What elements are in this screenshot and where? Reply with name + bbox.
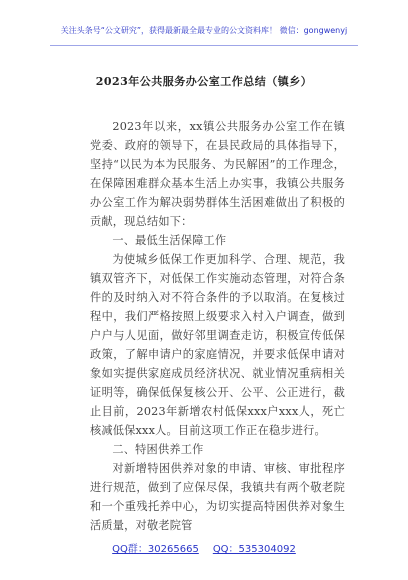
contact-footer [0,540,408,555]
section-heading-2: 二、特困供养工作 [112,443,204,456]
promo-header: 关注头条号“公文研究”，获得最新最全最专业的公文资料库！ 微信：gongwenyj [60,26,348,35]
paragraph-section-1: 为使城乡低保工作更加科学、合理、规范，我镇双管齐下，对低保工作实施动态管理，对符合条件的及时纳入对不符合条件的予以取消。在复核过程中，我们严格按照上级要求入村入户调查，做到户户与人见面，做好邻里调查走访，积极宣传低保政策，了解申请户的家庭情况，并要求低保申请对象如实提供家庭成员经济状况、就业情况重病相关证明等，确保低保复核公开、公平、公正进行，截止目前，2023年新增农村低保xxx户xxx人，死亡核减低保xxx人。目前这项工作正在稳步进行。 [90,253,345,437]
paragraph-section-2: 对新增特困供养对象的申请、审核、审批程序进行规范，做到了应保尽保，我镇共有两个敬老院和一个重残托养中心，为切实提高特困供养对象生活质量，对敬老院管 [90,462,345,532]
paragraph-intro: 2023年以来，xx镇公共服务办公室工作在镇党委、政府的领导下，在县民政局的具体指导下，坚持“以民为本为民服务、为民解困”的工作理念，在保障困难群众基本生活上办实事，我镇公共服务办公室工作为解决弱势群体生活困难做出了积极的贡献，现总结如下： [90,120,345,228]
header-divider [50,45,358,46]
document-title: 2023年公共服务办公室工作总结（镇乡） [95,75,313,88]
document-body [90,117,345,535]
qq-contact-link[interactable]: QQ：535304092 [212,544,296,555]
section-heading-1: 一、最低生活保障工作 [112,234,227,247]
qq-group-link[interactable]: QQ群：30265665 [112,544,199,555]
